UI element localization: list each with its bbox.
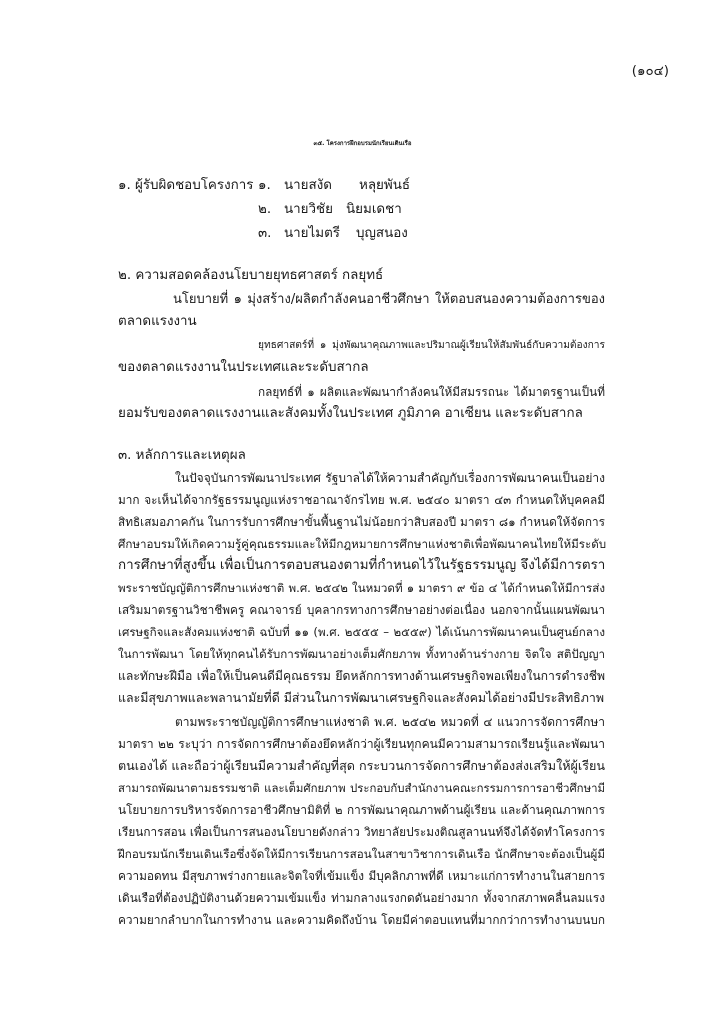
rationale-line: เศรษฐกิจและสังคมแห่งชาติ ฉบับที่ ๑๑ (พ.ศ. ๒๕๕๕ – ๒๕๕๙) ได้เน้นการพัฒนาคนเป็นศูนย์กลาง xyxy=(118,625,605,639)
responsible-first-3: นายไมตรี xyxy=(284,226,340,241)
policy-line: นโยบายที่ ๑ มุ่งสร้าง/ผลิตกำลังคนอาชีวศึกษา ให้ตอบสนองความต้องการของ xyxy=(173,292,605,307)
responsible-num-3: ๓. xyxy=(258,226,272,241)
rationale-line: ในปัจจุบันการพัฒนาประเทศ รัฐบาลได้ให้ความสำคัญกับเรื่องการพัฒนาคนเป็นอย่าง xyxy=(175,471,605,485)
responsible-num-1: ๑. xyxy=(258,178,271,193)
rationale-heading: ๓. หลักการและเหตุผล xyxy=(118,448,246,463)
rationale-line: เสริมมาตรฐานวิชาชีพครู คณาจารย์ บุคลากรทางการศึกษาอย่างต่อเนื่อง นอกจากนั้นแผนพัฒนา xyxy=(118,603,605,617)
rationale-line: มาตรา ๒๒ ระบุว่า การจัดการศึกษาต้องยึดหลักว่าผู้เรียนทุกคนมีความสามารถเรียนรู้และพัฒนา xyxy=(118,737,605,751)
responsible-first-1: นายสงัด xyxy=(284,178,332,193)
rationale-line: มาก จะเห็นได้จากรัฐธรรมนูญแห่งราชอาณาจักรไทย พ.ศ. ๒๕๔๐ มาตรา ๔๓ กำหนดให้บุคคลมี xyxy=(118,493,605,507)
rationale-line: การศึกษาที่สูงขึ้น เพื่อเป็นการตอบสนองตามที่กำหนดไว้ในรัฐธรรมนูญ จึงได้มีการตรา xyxy=(118,558,606,573)
rationale-line: ศึกษาอบรมให้เกิดความรู้คู่คุณธรรมและให้มีกฎหมายการศึกษาแห่งชาติเพื่อพัฒนาคนไทยให้มีระดับ xyxy=(118,537,607,551)
rationale-line: สามารถพัฒนาตามธรรมชาติ และเต็มศักยภาพ ประกอบกับสำนักงานคณะกรรมการการอาชีวศึกษามี xyxy=(118,781,605,795)
rationale-line: พระราชบัญญัติการศึกษาแห่งชาติ พ.ศ. ๒๕๔๒ ในหมวดที่ ๑ มาตรา ๙ ข้อ ๔ ได้กำหนดให้มีการส่ง xyxy=(118,581,605,595)
rationale-line: ตนเองได้ และถือว่าผู้เรียนมีความสำคัญที่สุด กระบวนการจัดการศึกษาต้องส่งเสริมให้ผู้เรียน xyxy=(118,758,605,773)
policy-heading: ๒. ความสอดคล้องนโยบายยุทธศาสตร์ กลยุทธ์ xyxy=(118,268,384,283)
strategy-line: ยุทธศาสตร์ที่ ๑ มุ่งพัฒนาคุณภาพและปริมาณผู้เรียนให้สัมพันธ์กับความต้องการ xyxy=(258,340,605,351)
rationale-line: และทักษะฝีมือ เพื่อให้เป็นคนดีมีคุณธรรม ยึดหลักการทางด้านเศรษฐกิจพอเพียงในการดำรงชีพ xyxy=(118,669,605,683)
rationale-line: นโยบายการบริหารจัดการอาชีวศึกษามิติที่ ๒ การพัฒนาคุณภาพด้านผู้เรียน และด้านคุณภาพการ xyxy=(118,803,605,817)
responsible-num-2: ๒. xyxy=(258,202,272,217)
responsible-last-3: บุญสนอง xyxy=(356,226,408,241)
tactic-line: กลยุทธ์ที่ ๑ ผลิตและพัฒนากำลังคนให้มีสมรรถนะ ได้มาตรฐานเป็นที่ xyxy=(258,385,605,399)
rationale-line: ความอดทน มีสุขภาพร่างกายและจิตใจที่เข้มแข็ง มีบุคลิกภาพที่ดี เหมาะแก่การทำงานในสายการ xyxy=(118,869,605,883)
policy-line: ตลาดแรงงาน xyxy=(118,314,197,329)
rationale-line: สิทธิเสมอภาคกัน ในการรับการศึกษาขั้นพื้นฐานไม่น้อยกว่าสิบสองปี มาตรา ๘๑ กำหนดให้จัดการ xyxy=(118,515,605,529)
document-title: ๓๕. โครงการฝึกอบรมนักเรียนเดินเรือ xyxy=(313,140,412,147)
responsible-last-1: หลุยพันธ์ xyxy=(359,178,411,193)
page-number: (๑๐๔) xyxy=(631,64,669,79)
responsible-last-2: นิยมเดชา xyxy=(346,202,402,217)
rationale-line: ในการพัฒนา โดยให้ทุกคนได้รับการพัฒนาอย่างเต็มศักยภาพ ทั้งทางด้านร่างกาย จิตใจ สติปัญญา xyxy=(118,647,605,661)
rationale-line: เดินเรือที่ต้องปฏิบัติงานด้วยความเข้มแข็ง ท่ามกลางแรงกดดันอย่างมาก ทั้งจากสภาพคลื่นลมแรง xyxy=(118,891,605,905)
rationale-line: ตามพระราชบัญญัติการศึกษาแห่งชาติ พ.ศ. ๒๕๔๒ หมวดที่ ๔ แนวการจัดการศึกษา xyxy=(175,715,605,729)
rationale-line: และมีสุขภาพและพลานามัยที่ดี มีส่วนในการพัฒนาเศรษฐกิจและสังคมได้อย่างมีประสิทธิภาพ xyxy=(118,690,605,705)
rationale-line: ฝึกอบรมนักเรียนเดินเรือซึ่งจัดให้มีการเรียนการสอนในสาขาวิชาการเดินเรือ นักศึกษาจะต้องเป็นผู้มี xyxy=(118,847,605,861)
responsible-first-2: นายวิชัย xyxy=(284,202,333,217)
rationale-line: เรียนการสอน เพื่อเป็นการสนองนโยบายดังกล่าว วิทยาลัยประมงติณสูลานนท์จึงได้จัดทำโครงการ xyxy=(118,825,605,839)
strategy-line: ของตลาดแรงงานในประเทศและระดับสากล xyxy=(118,360,369,375)
tactic-line: ยอมรับของตลาดแรงงานและสังคมทั้งในประเทศ ภูมิภาค อาเซียน และระดับสากล xyxy=(118,406,583,421)
rationale-line: ความยากลำบากในการทำงาน และความคิดถึงบ้าน โดยมีค่าตอบแทนที่มากกว่าการทำงานบนบก xyxy=(118,913,605,927)
responsible-heading: ๑. ผู้รับผิดชอบโครงการ xyxy=(118,178,254,193)
